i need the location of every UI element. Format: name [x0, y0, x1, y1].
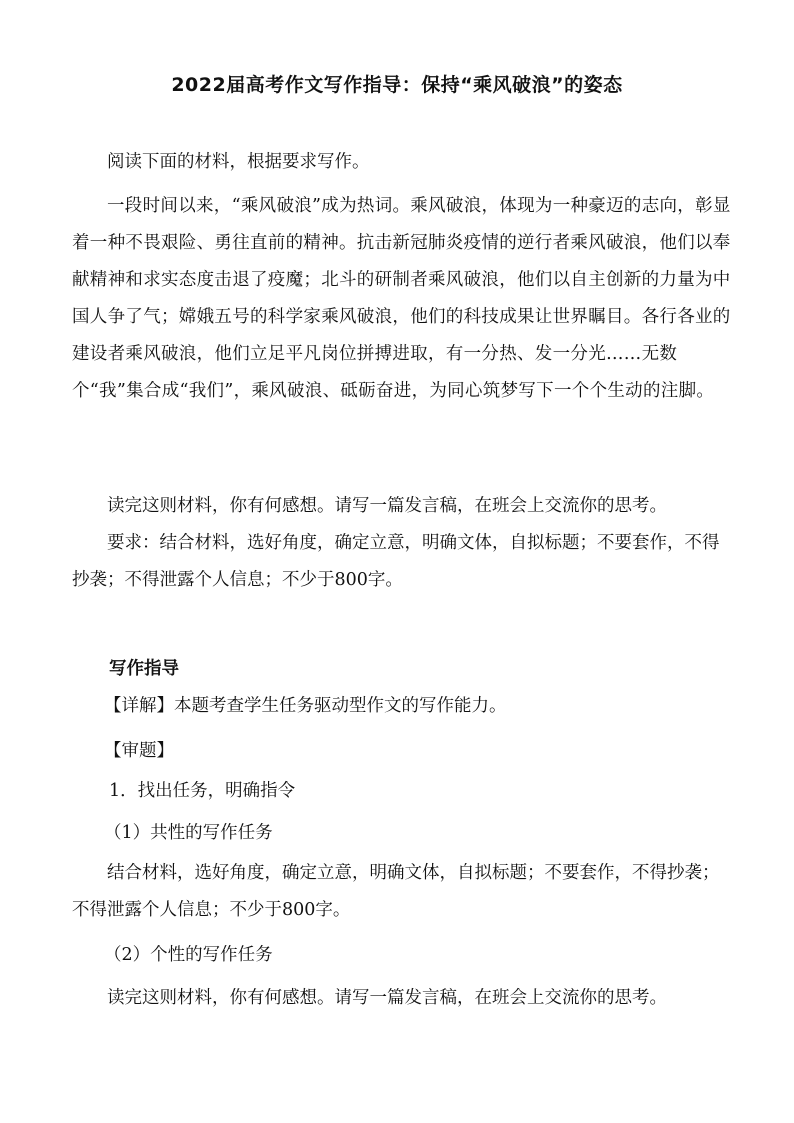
material-paragraph: 一段时间以来，“乘风破浪”成为热词。乘风破浪，体现为一种豪迈的志向，彰显着一种不畏艰险、勇往直前的精神。抗击新冠肺炎疫情的逆行者乘风破浪，他们以奉献精神和求实态度击退了疫魔；北斗的研制者乘风破浪，他们以自主创新的力量为中国人争了气；嫦娥五号的科学家乘风破浪，他们的科技成果让世界瞩目。各行各业的建设者乘风破浪，他们立足平凡岗位拼搏进取，有一分热、发一分光……无数个“我”集合成“我们”，乘风破浪、砥砺奋进，为同心筑梦写下一个个生动的注脚。	[72, 196, 731, 401]
sub-task-1-heading: （1）共性的写作任务	[104, 823, 273, 843]
intro-paragraph: 阅读下面的材料，根据要求写作。	[107, 152, 370, 172]
sub-task-2-text: 读完这则材料，你有何感想。请写一篇发言稿，在班会上交流你的思考。	[107, 988, 667, 1008]
detail-paragraph: 【详解】本题考查学生任务驱动型作文的写作能力。	[104, 696, 507, 716]
sub-task-2-heading: （2）个性的写作任务	[104, 945, 273, 965]
document-title: 2022届高考作文写作指导：保持“乘风破浪”的姿态	[171, 74, 623, 96]
step-1: 1．找出任务，明确指令	[109, 781, 296, 801]
review-heading: 【审题】	[104, 741, 174, 761]
guide-heading: 写作指导	[109, 659, 179, 679]
task-paragraph: 读完这则材料，你有何感想。请写一篇发言稿，在班会上交流你的思考。	[107, 496, 667, 516]
requirement-paragraph: 要求：结合材料，选好角度，确定立意，明确文体，自拟标题；不要套作，不得抄袭；不得泄露个人信息；不少于800字。	[72, 533, 720, 590]
sub-task-1-text: 结合材料，选好角度，确定立意，明确文体，自拟标题；不要套作，不得抄袭；不得泄露个人信息；不少于800字。	[72, 863, 720, 920]
